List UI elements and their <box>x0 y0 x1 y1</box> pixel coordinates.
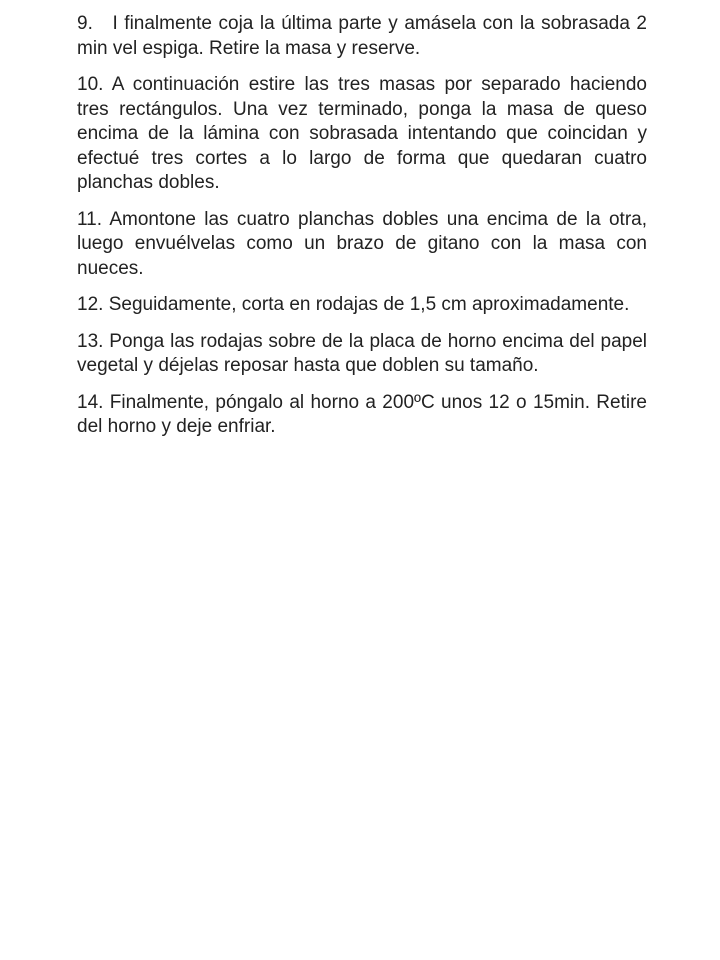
step-number: 14. <box>77 391 104 413</box>
step-text: I finalmente coja la última parte y amásela con la sobrasada 2 min vel espiga. Retire la masa y reserve. <box>77 13 647 59</box>
recipe-step-13 <box>77 330 647 379</box>
step-number: 13. <box>77 330 104 352</box>
step-text: A continuación estire las tres masas por separado haciendo tres rectángulos. Una vez terminado, ponga la masa de queso encima de la lámina con sobrasada intentando que coincidan y efectué tres cortes a lo largo de forma que quedaran cuatro planchas dobles. <box>77 74 647 193</box>
recipe-steps-list <box>77 12 647 452</box>
recipe-step-10 <box>77 73 647 196</box>
step-text: Amontone las cuatro planchas dobles una encima de la otra, luego envuélvelas como un brazo de gitano con la masa con nueces. <box>77 208 647 279</box>
step-number: 12. <box>77 294 104 315</box>
step-number: 10. <box>77 74 104 95</box>
recipe-step-14 <box>77 391 647 440</box>
recipe-step-9 <box>77 12 647 61</box>
step-number: 11. <box>77 208 103 230</box>
step-text: Finalmente, póngalo al horno a 200ºC unos 12 o 15min. Retire del horno y deje enfriar. <box>77 391 647 437</box>
recipe-step-12 <box>77 293 647 318</box>
step-text: Seguidamente, corta en rodajas de 1,5 cm aproximadamente. <box>108 294 630 315</box>
step-text: Ponga las rodajas sobre de la placa de horno encima del papel vegetal y déjelas reposar hasta que doblen su tamaño. <box>77 330 648 376</box>
step-number: 9. <box>77 13 93 34</box>
recipe-step-11 <box>77 208 647 282</box>
